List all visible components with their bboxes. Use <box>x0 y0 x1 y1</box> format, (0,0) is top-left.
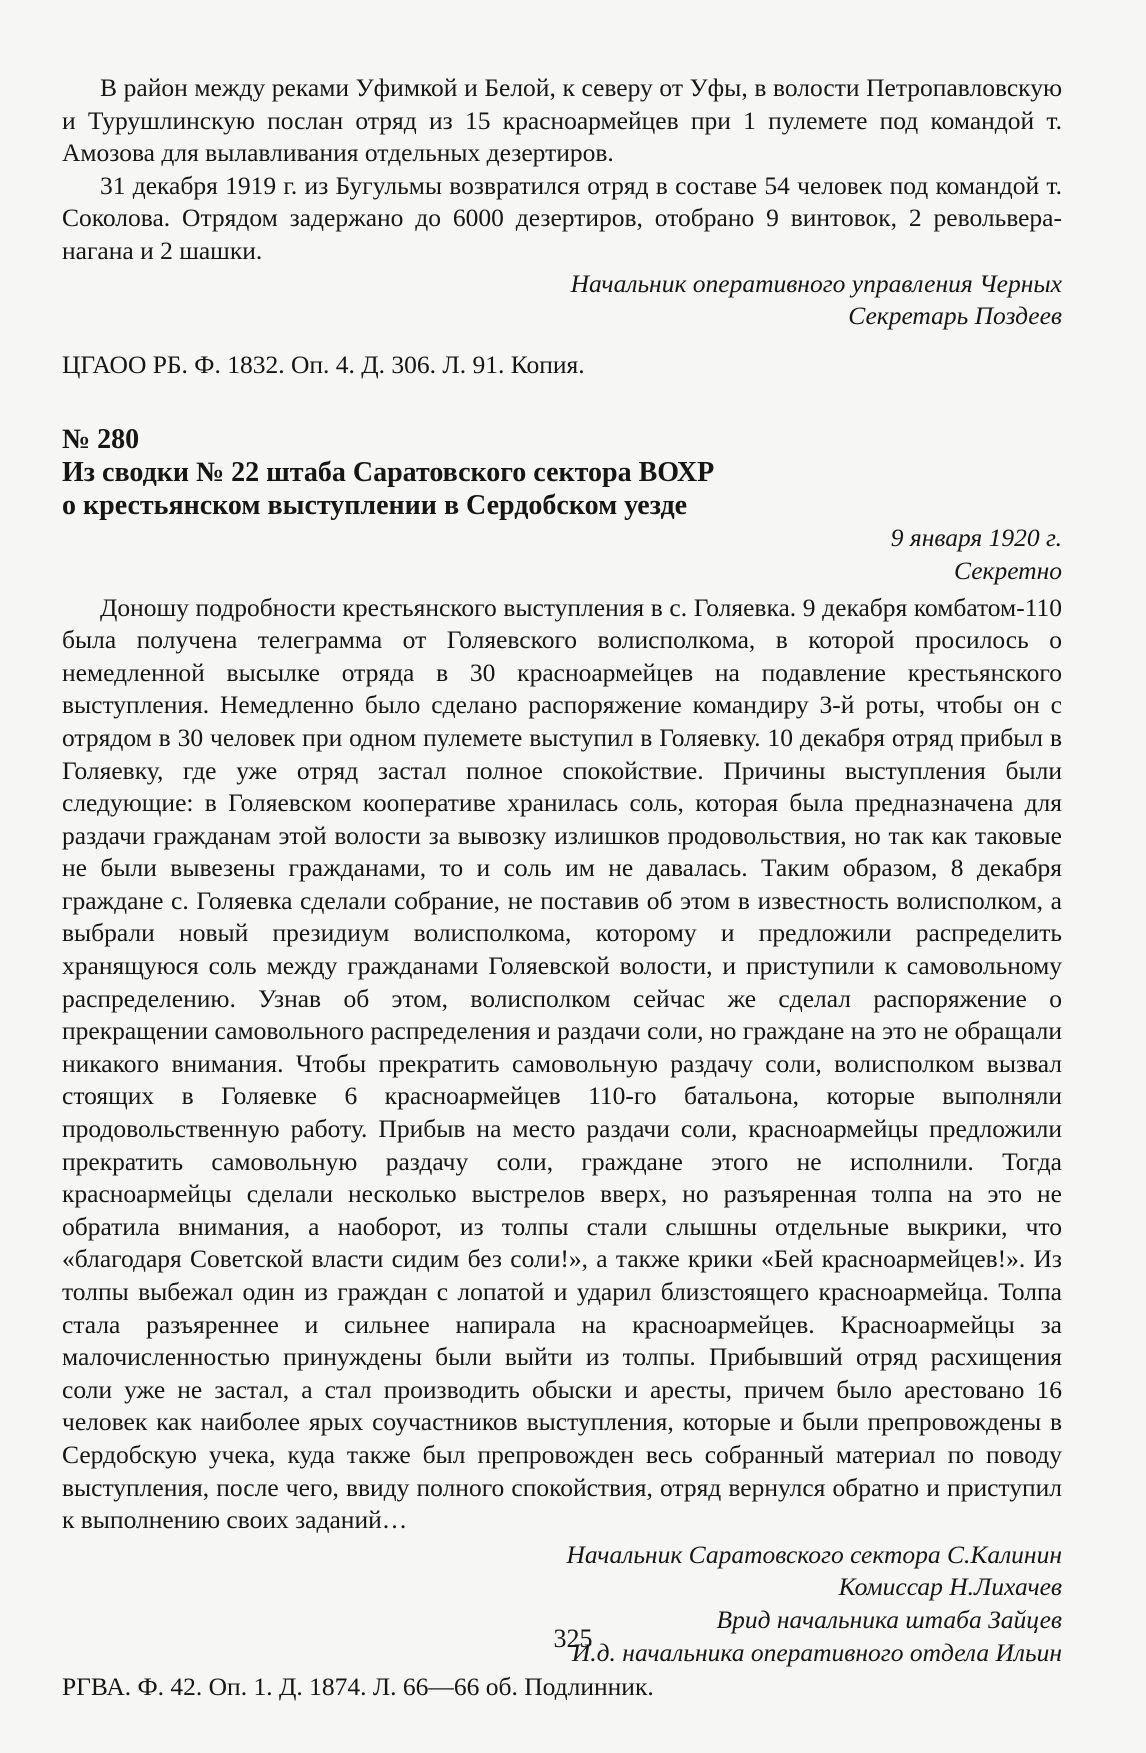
doc1-paragraph-2: 31 декабря 1919 г. из Бугульмы возвратился отряд в составе 54 человек под командой т. Соколова. Отрядом задержано до 6000 дезертиров, отобрано 9 винтовок, 2 револьвера-нагана и 2 шашки. <box>62 170 1062 265</box>
document-title-line-2: о крестьянском выступлении в Сердобском уезде <box>62 490 688 522</box>
document-title-line-1: Из сводки № 22 штаба Саратовского сектора ВОХР <box>62 457 715 489</box>
doc2-source: РГВА. Ф. 42. Оп. 1. Д. 1874. Л. 66—66 об. Подлинник. <box>62 1672 654 1702</box>
doc1-paragraph-1: В район между реками Уфимкой и Белой, к северу от Уфы, в волости Петропавловскую и Турушлинскую послан отряд из 15 красноармейцев при 1 пулемете под командой т. Амозова для вылавливания отдельных дезертиров. <box>62 73 1062 168</box>
doc1-signature-1: Начальник оперативного управления Черных <box>570 268 1062 298</box>
doc1-signature-2: Секретарь Поздеев <box>848 301 1062 331</box>
doc2-signature-1: Начальник Саратовского сектора С.Калинин <box>566 1539 1062 1569</box>
document-number: № 280 <box>62 424 140 456</box>
doc2-body: Доношу подробности крестьянского выступления в с. Голяевка. 9 декабря комбатом-110 была получена телеграмма от Голяевского волисполкома, в которой просилось о немедленной высылке отряда в 30 красноармейцев на подавление крестьянского выступления. Немедленно было сделано распоряжение командиру 3-й роты, чтобы он с отрядом в 30 человек при одном пулемете выступил в Голяевку. 10 декабря отряд прибыл в Голяевку, где уже отряд застал полное спокойствие. Причины выступления были следующие: в Голяевском кооперативе хранилась соль, которая была предназначена для раздачи гражданам этой волости за вывозку излишков продовольствия, но так как таковые не были вывезены гражданами, то и соль им не давалась. Таким образом, 8 декабря граждане с. Голяевка сделали собрание, не поставив об этом в известность волисполком, а выбрали новый президиум волисполкома, которому и предложили распределить хранящуюся соль между гражданами Голяевской волости, и приступили к самовольному распределению. Узнав об этом, волисполком сейчас же сделал распоряжение о прекращении самовольного распределения и раздачи соли, но граждане на это не обращали никакого внимания. Чтобы прекратить самовольную раздачу соли, волисполком вызвал стоящих в Голяевке 6 красноармейцев 110-го батальона, которые выполняли продовольственную работу. Прибыв на место раздачи соли, красноармейцы предложили прекратить самовольную раздачу соли, граждане этого не исполнили. Тогда красноармейцы сделали несколько выстрелов вверх, но разъяренная толпа на это не обратила внимания, а наоборот, из толпы стали слышны отдельные выкрики, что «благодаря Советской власти сидим без соли!», а также крики «Бей красноармейцев!». Из толпы выбежал один из граждан с лопатой и ударил близстоящего красноармейца. Толпа стала разъяреннее и сильнее напирала на красноармейцев. Красноармейцы за малочисленностью принуждены были выйти из толпы. Прибывший отряд расхищения соли уже не застал, а стал производить обыски и аресты, причем было арестовано 16 человек как наиболее ярых соучастников выступления, которые и были препровождены в Сердобскую учека, куда также был препровожден весь собранный материал по поводу выступления, после чего, ввиду полного спокойствия, отряд вернулся обратно и приступил к выполнению своих заданий… <box>62 592 1062 1535</box>
document-date: 9 января 1920 г. <box>890 523 1062 553</box>
doc2-signature-2: Комиссар Н.Лихачев <box>838 1572 1062 1602</box>
doc2-signature-3: Врид начальника штаба Зайцев <box>716 1604 1062 1634</box>
doc2-signature-4: И.д. начальника оперативного отдела Ильин <box>571 1637 1062 1667</box>
document-classification: Секретно <box>954 555 1062 585</box>
doc1-source: ЦГАОО РБ. Ф. 1832. Оп. 4. Д. 306. Л. 91. Копия. <box>62 349 585 379</box>
document-page <box>62 72 1062 1704</box>
page-number: 325 <box>553 1624 593 1653</box>
